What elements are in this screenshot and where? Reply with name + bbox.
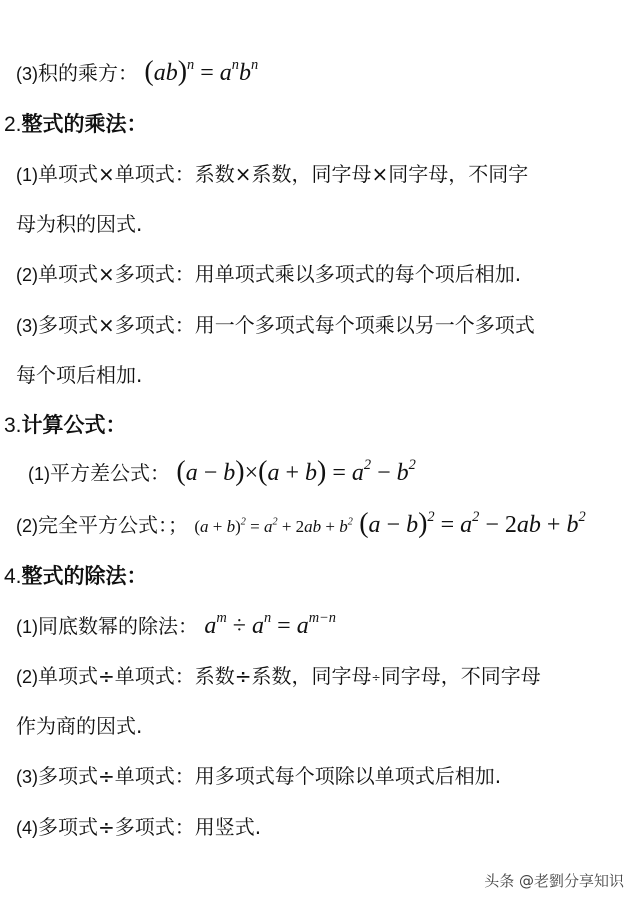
power-of-product-line: [16, 58, 258, 88]
poly-div-poly-line: (4)多项式÷多项式：用竖式.: [16, 815, 262, 839]
mono-div-mono-line: (2)单项式÷单项式：系数÷系数，同字母÷同字母，不同字母: [16, 664, 541, 688]
section-heading-division: 4.整式的除法：: [4, 564, 148, 588]
formula-square-of-sum: $(a + b)^2 = a^2 + 2ab + b^2$: [194, 516, 353, 536]
section-heading-multiplication: 2.整式的乘法：: [4, 112, 148, 136]
mono-times-poly-line: (2)单项式×多项式：用单项式乘以多项式的每个项后相加.: [16, 262, 522, 286]
mono-times-mono-line-cont: 母为积的因式.: [16, 212, 143, 236]
formula-difference-of-squares: $(a - b)\times(a + b) = a^2 - b^2$: [176, 456, 416, 487]
perfect-square-line: (2)完全平方公式：； $(a + b)^2 = a^2 + 2ab + b^2$ $(a - b)^2 = a^2 - 2ab + b^2$: [16, 508, 586, 539]
formula-power-division: $a^m \div a^n = a^{m-n}$: [204, 610, 336, 639]
item-text: 积的乘方：: [38, 61, 138, 85]
item-number: (3): [16, 64, 38, 84]
section-heading-formulas: 3.计算公式：: [4, 413, 127, 437]
poly-times-poly-line: (3)多项式×多项式：用一个多项式每个项乘以另一个多项式: [16, 313, 535, 337]
power-division-line: (1)同底数幂的除法： $a^m \div a^n = a^{m-n}$: [16, 610, 336, 639]
poly-times-poly-line-cont: 每个项后相加.: [16, 363, 143, 387]
mono-times-mono-line: (1)单项式×单项式：系数×系数，同字母×同字母，不同字: [16, 162, 529, 186]
watermark: 头条 @老劉分享知识: [484, 872, 624, 890]
formula-square-of-difference: $(a - b)^2 = a^2 - 2ab + b^2$: [359, 508, 586, 539]
formula-power-of-product: $(ab)^n = a^nb^n$: [144, 56, 259, 87]
mono-div-mono-line-cont: 作为商的因式.: [16, 714, 143, 738]
poly-div-mono-line: (3)多项式÷单项式：用多项式每个项除以单项式后相加.: [16, 764, 502, 788]
difference-of-squares-line: (1)平方差公式： $(a - b)\times(a + b) = a^2 - b^2$: [28, 456, 416, 487]
